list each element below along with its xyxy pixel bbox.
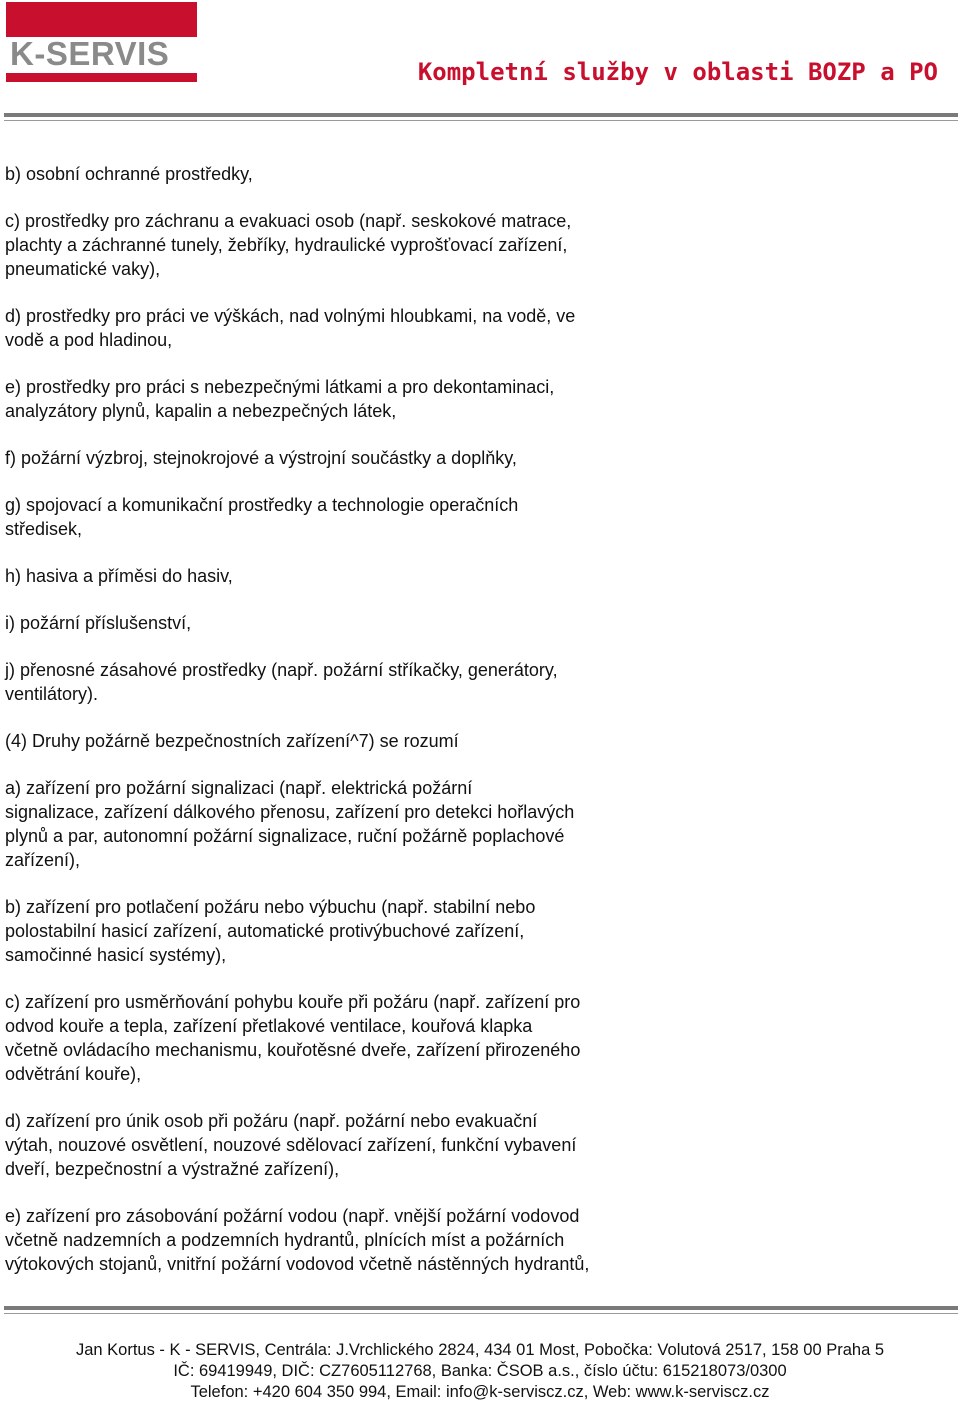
paragraph-a-signalization: a) zařízení pro požární signalizaci (např. elektrická požární signalizace, zařízení dálkového přenosu, zařízení pro detekci hořlavých plynů a par, autonomní požární signalizace, ruční požárně poplachové zařízení), [5,778,575,870]
logo-red-bar [6,73,197,82]
footer-company-ids: IČ: 69419949, DIČ: CZ7605112768, Banka: ČSOB a.s., číslo účtu: 615218073/0300 [173,1362,787,1380]
footer-divider [4,1306,958,1314]
header-divider [4,113,958,121]
paragraph-f-equipment: f) požární výzbroj, stejnokrojové a výstrojní součástky a doplňky, [5,448,517,468]
company-logo [6,2,197,82]
section-4-heading: (4) Druhy požárně bezpečnostních zařízení^7) se rozumí [5,731,459,751]
footer-contact: Telefon: +420 604 350 994, Email: info@k-serviscz.cz, Web: www.k-serviscz.cz [190,1383,770,1401]
document-body [5,162,695,1276]
paragraph-d-heights: d) prostředky pro práci ve výškách, nad volnými hloubkami, na vodě, ve vodě a pod hladinou, [5,306,576,350]
paragraph-d-escape: d) zařízení pro únik osob při požáru (např. požární nebo evakuační výtah, nouzové osvětlení, nouzové sdělovací zařízení, funkční vybavení dveří, bezpečnostní a výstražné zařízení), [5,1111,577,1179]
paragraph-b-ppe: b) osobní ochranné prostředky, [5,164,253,184]
paragraph-i-accessories: i) požární příslušenství, [5,613,192,633]
paragraph-c-smoke: c) zařízení pro usměrňování pohybu kouře při požáru (např. zařízení pro odvod kouře a tepla, zařízení přetlakové ventilace, kouřová klapka včetně ovládacího mechanismu, kouřotěsné dveře, zařízení přirozeného odvětrání kouře), [5,992,581,1084]
paragraph-e-hazmat: e) prostředky pro práci s nebezpečnými látkami a pro dekontaminaci, analyzátory plynů, kapalin a nebezpečných látek, [5,377,555,421]
paragraph-g-communication: g) spojovací a komunikační prostředky a technologie operačních středisek, [5,495,519,539]
logo-text: K-SERVIS [10,35,170,72]
footer-address: Jan Kortus - K - SERVIS, Centrála: J.Vrchlického 2824, 434 01 Most, Pobočka: Volutová 2517, 158 00 Praha 5 [75,1341,885,1359]
paragraph-h-extinguishers: h) hasiva a příměsi do hasiv, [5,566,233,586]
page-footer [0,1340,960,1403]
paragraph-b-suppression: b) zařízení pro potlačení požáru nebo výbuchu (např. stabilní nebo polostabilní hasicí zařízení, automatické protivýbuchové zařízení, samočinné hasicí systémy), [5,897,536,965]
paragraph-j-portable: j) přenosné zásahové prostředky (např. požární stříkačky, generátory, ventilátory). [5,660,558,704]
logo-red-block [6,2,197,37]
header-tagline: Kompletní služby v oblasti BOZP a PO [417,58,938,86]
paragraph-e-water: e) zařízení pro zásobování požární vodou (např. vnější požární vodovod včetně nadzemních a podzemních hydrantů, plnících míst a požárních výtokových stojanů, vnitřní požární vodovod včetně nástěnných hydrantů, [5,1206,590,1274]
paragraph-c-rescue: c) prostředky pro záchranu a evakuaci osob (např. seskokové matrace, plachty a záchranné tunely, žebříky, hydraulické vyprošťovací zařízení, pneumatické vaky), [5,211,572,279]
